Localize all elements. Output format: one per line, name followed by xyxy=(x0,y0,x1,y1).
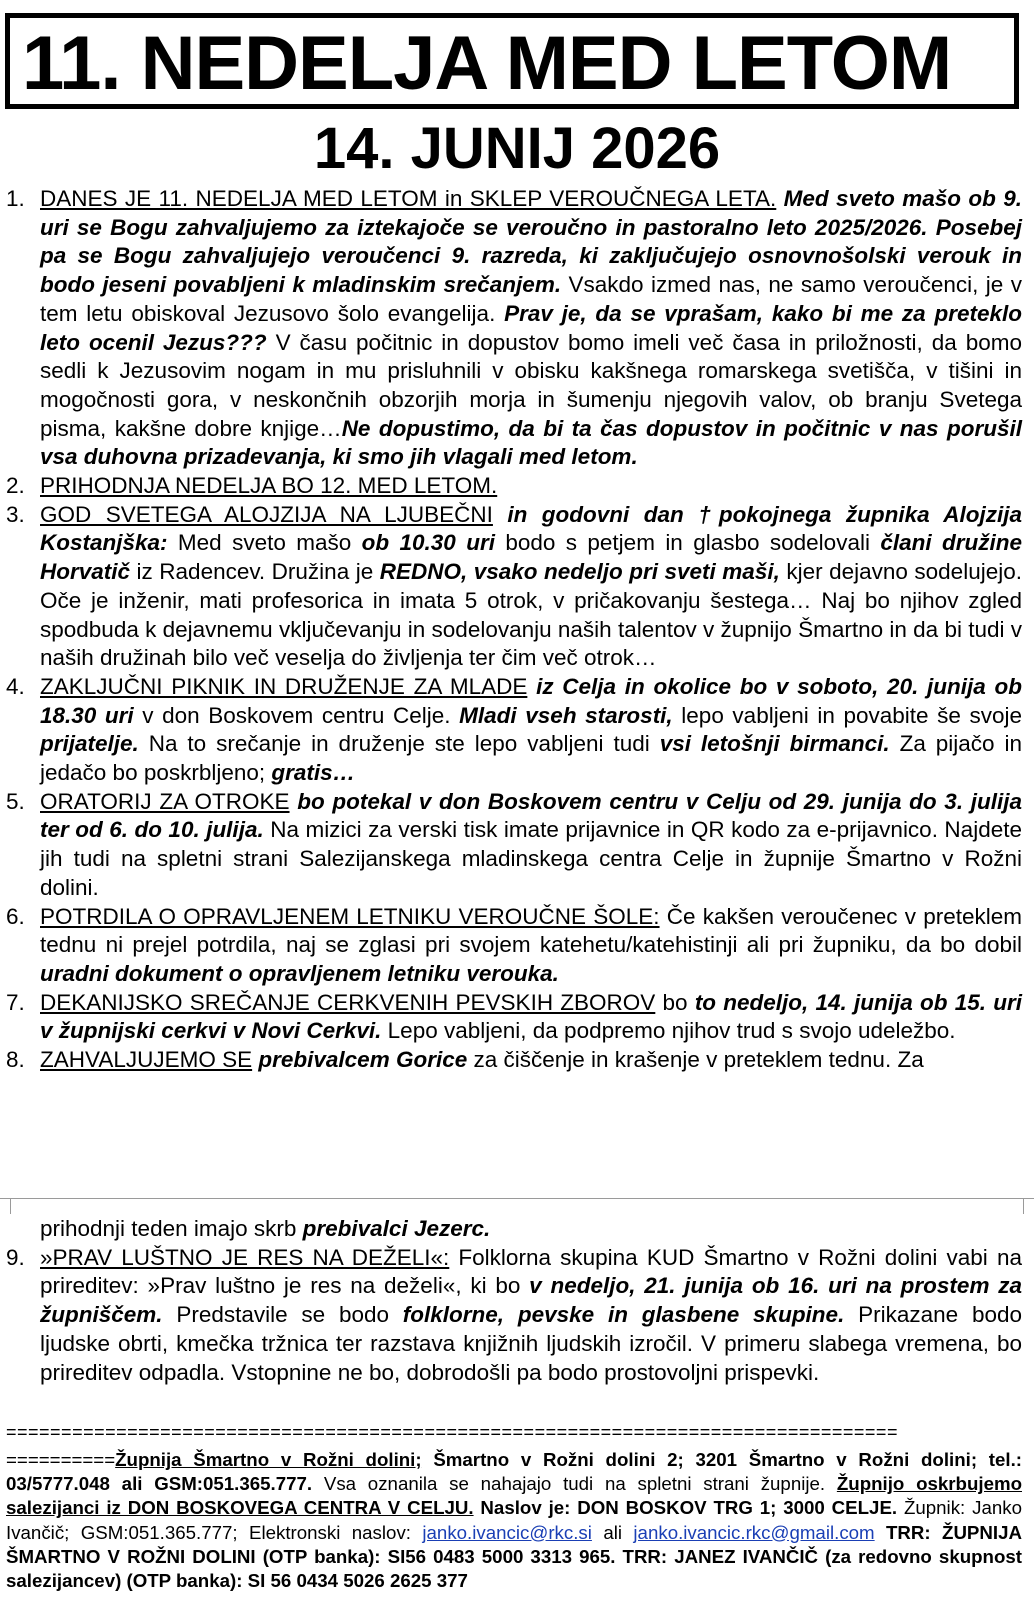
page-title: 11. NEDELJA MED LETOM xyxy=(22,21,952,106)
item-heading: DANES JE 11. NEDELJA MED LETOM in SKLEP VEROUČNEGA LETA. xyxy=(40,186,777,211)
item-number: 7. xyxy=(6,989,25,1015)
page-break-line xyxy=(0,1198,1034,1199)
item-number: 8. xyxy=(6,1047,25,1073)
item-heading: DEKANIJSKO SREČANJE CERKVENIH PEVSKIH ZBOROV xyxy=(40,989,656,1015)
parish-footer: ==========Župnija Šmartno v Rožni dolini; Šmartno v Rožni dolini 2; 3201 Šmartno v Rožni dolini; tel.: 03/5777.048 ali GSM:051.365.777. Vsa oznanila se nahajajo tudi na spletni strani župnije. Župnijo oskrbujemo salezijanci iz DON BOSKOVEGA CENTRA V CELJU. Naslov je: DON BOSKOV TRG 1; 3000 CELJE. Župnik: Janko Ivančič; GSM:051.365.777; Elektronski naslov: janko.ivancic@rkc.si ali janko.ivancic.rkc@gmail.com TRR: ŽUPNIJA ŠMARTNO V ROŽNI DOLINI (OTP banka): SI56 0483 5000 3313 965. TRR: JANEZ IVANČIČ (za redovno skupnost salezijancev) (OTP banka): SI 56 0434 5026 2625 377 xyxy=(6,1449,1022,1592)
page-break xyxy=(0,1190,1034,1218)
item-heading: GOD SVETEGA ALOJZIJA NA LJUBEČNI xyxy=(40,501,493,527)
item-number: 6. xyxy=(6,903,25,929)
separator-line: ================================================================================= xyxy=(6,1422,898,1442)
announcement-list-continued xyxy=(6,1215,1022,1387)
item-heading: POTRDILA O OPRAVLJENEM LETNIKU VEROUČNE ŠOLE: xyxy=(40,903,660,929)
announcement-item-3: 3. GOD SVETEGA ALOJZIJA NA LJUBEČNI in godovni dan †pokojnega župnika Alojzija Kostanjška: Med sveto mašo ob 10.30 uri bodo s petjem in glasbo sodelovali člani družine Horvatič iz Radencev. Družina je REDNO, vsako nedeljo pri sveti maši, kjer dejavno sodelujejo. Oče je inženir, mati profesorica in imata 5 otrok, v pričakovanju šestega… Naj bo njihov zgled spodbuda k dejavnemu vključevanju in sodelovanju naših talentov v župnijo Šmartno in da bi tudi v naših družinah bilo več veselja do življenja ter čim več otrok… xyxy=(6,501,1023,671)
announcement-item-8-continued: prihodnji teden imajo skrb prebivalci Jezerc. xyxy=(40,1216,491,1241)
item-heading: ZAHVALJUJEMO SE xyxy=(40,1047,253,1073)
item-number: 4. xyxy=(6,673,25,699)
item-heading: PRIHODNJA NEDELJA BO 12. MED LETOM. xyxy=(40,473,498,499)
announcement-list xyxy=(6,185,1022,1075)
parish-name: Župnija Šmartno v Rožni dolini; xyxy=(115,1449,422,1470)
title-box xyxy=(5,13,1019,109)
bank-accounts: TRR: ŽUPNIJA ŠMARTNO V ROŽNI DOLINI (OTP banka): SI56 0483 5000 3313 965. TRR: JANEZ IVANČIČ (za redovno skupnost salezijancev) (OTP banka): SI 56 0434 5026 2625 377 xyxy=(6,1521,1022,1592)
announcement-item-5: 5. ORATORIJ ZA OTROKE bo potekal v don Boskovem centru v Celju od 29. junija do 3. julija ter od 6. do 10. julija. Na mizici za verski tisk imate prijavnice in QR kodo za e-prijavnico. Najdete jih tudi na spletni strani Salezijanskega mladinskega centra Celje in župnije Šmartno v Rožni dolini. xyxy=(6,788,1022,900)
item-number: 5. xyxy=(6,788,25,814)
announcement-item-6: 6. POTRDILA O OPRAVLJENEM LETNIKU VEROUČNE ŠOLE: Če kakšen veroučenec v preteklem tednu ni prejel potrdila, naj se zglasi pri svojem katehetu/katehistinji ali pri župniku, da bo dobil uradni dokument o opravljenem letniku verouka. xyxy=(6,903,1022,986)
page-corner-left xyxy=(0,1198,11,1214)
email-link-rkc[interactable]: janko.ivancic@rkc.si xyxy=(422,1521,592,1543)
item-number: 2. xyxy=(6,473,25,499)
item-number: 1. xyxy=(6,186,25,211)
announcement-item-8: 8. ZAHVALJUJEMO SE prebivalcem Gorice za čiščenje in krašenje v preteklem tednu. Za xyxy=(6,1046,1022,1075)
item-heading: ORATORIJ ZA OTROKE xyxy=(40,788,290,814)
announcement-item-2 xyxy=(6,472,1022,501)
announcement-item-4: 4. ZAKLJUČNI PIKNIK IN DRUŽENJE ZA MLADE iz Celja in okolice bo v soboto, 20. junija ob 18.30 uri v don Boskovem centru Celje. Mladi vseh starosti, lepo vabljeni in povabite še svoje prijatelje. Na to srečanje in druženje ste lepo vabljeni tudi vsi letošnji birmanci. Za pijačo in jedačo bo poskrbljeno; gratis… xyxy=(6,673,1023,786)
item-number: 3. xyxy=(6,501,25,527)
email-link-gmail[interactable]: janko.ivancic.rkc@gmail.com xyxy=(633,1521,875,1543)
announcement-item-7: 7. DEKANIJSKO SREČANJE CERKVENIH PEVSKIH ZBOROV bo to nedeljo, 14. junija ob 15. uri v župnijski cerkvi v Novi Cerkvi. Lepo vabljeni, da podpremo njihov trud s svojo udeležbo. xyxy=(6,989,1023,1044)
announcement-item-9: 9. »PRAV LUŠTNO JE RES NA DEŽELI«: Folklorna skupina KUD Šmartno v Rožni dolini vabi na prireditev: »Prav luštno je res na deželi«, ki bo v nedeljo, 21. junija ob 16. uri na prostem za župniščem. Predstavile se bodo folklorne, pevske in glasbene skupine. Prikazane bodo ljudske obrti, kmečka tržnica ter razstava knjižnih ljudskih izročil. V primeru slabega vremena, bo prireditev odpadla. Vstopnine ne bo, dobrodošli pa bodo prostovoljni prispevki. xyxy=(6,1244,1023,1385)
item-heading: ZAKLJUČNI PIKNIK IN DRUŽENJE ZA MLADE xyxy=(40,673,528,699)
item-number: 9. xyxy=(6,1244,25,1270)
item-heading: »PRAV LUŠTNO JE RES NA DEŽELI«: xyxy=(40,1244,450,1270)
announcement-item-1: 1. DANES JE 11. NEDELJA MED LETOM in SKLEP VEROUČNEGA LETA. Med sveto mašo ob 9. uri se Bogu zahvaljujemo za iztekajoče se veroučno in pastoralno leto 2025/2026. Posebej pa se Bogu zahvaljujejo veroučenci 9. razreda, ki zaključujejo osnovnošolski verouk in bodo jeseni povabljeni k mladinskim srečanjem. Vsakdo izmed nas, ne samo veroučenci, je v tem letu obiskoval Jezusovo šolo evangelija. Prav je, da se vprašam, kako bi me za preteklo leto ocenil Jezus??? V času počitnic in dopustov bomo imeli več časa in priložnosti, da bomo sedli k Jezusovim nogam in mu prisluhnili v obisku kakšnega romarskega svetišča, v tišini in mogočnosti gora, v neskončnih obzorjih morja in šumenju njegovih valov, ob branju Svetega pisma, kakšne dobre knjige…Ne dopustimo, da bi ta čas dopustov in počitnic v nas porušil vsa duhovna prizadevanja, ki smo jih vlagali med letom. xyxy=(6,186,1023,470)
page-corner-right xyxy=(1023,1198,1034,1214)
date-heading: 14. JUNIJ 2026 xyxy=(313,116,721,181)
